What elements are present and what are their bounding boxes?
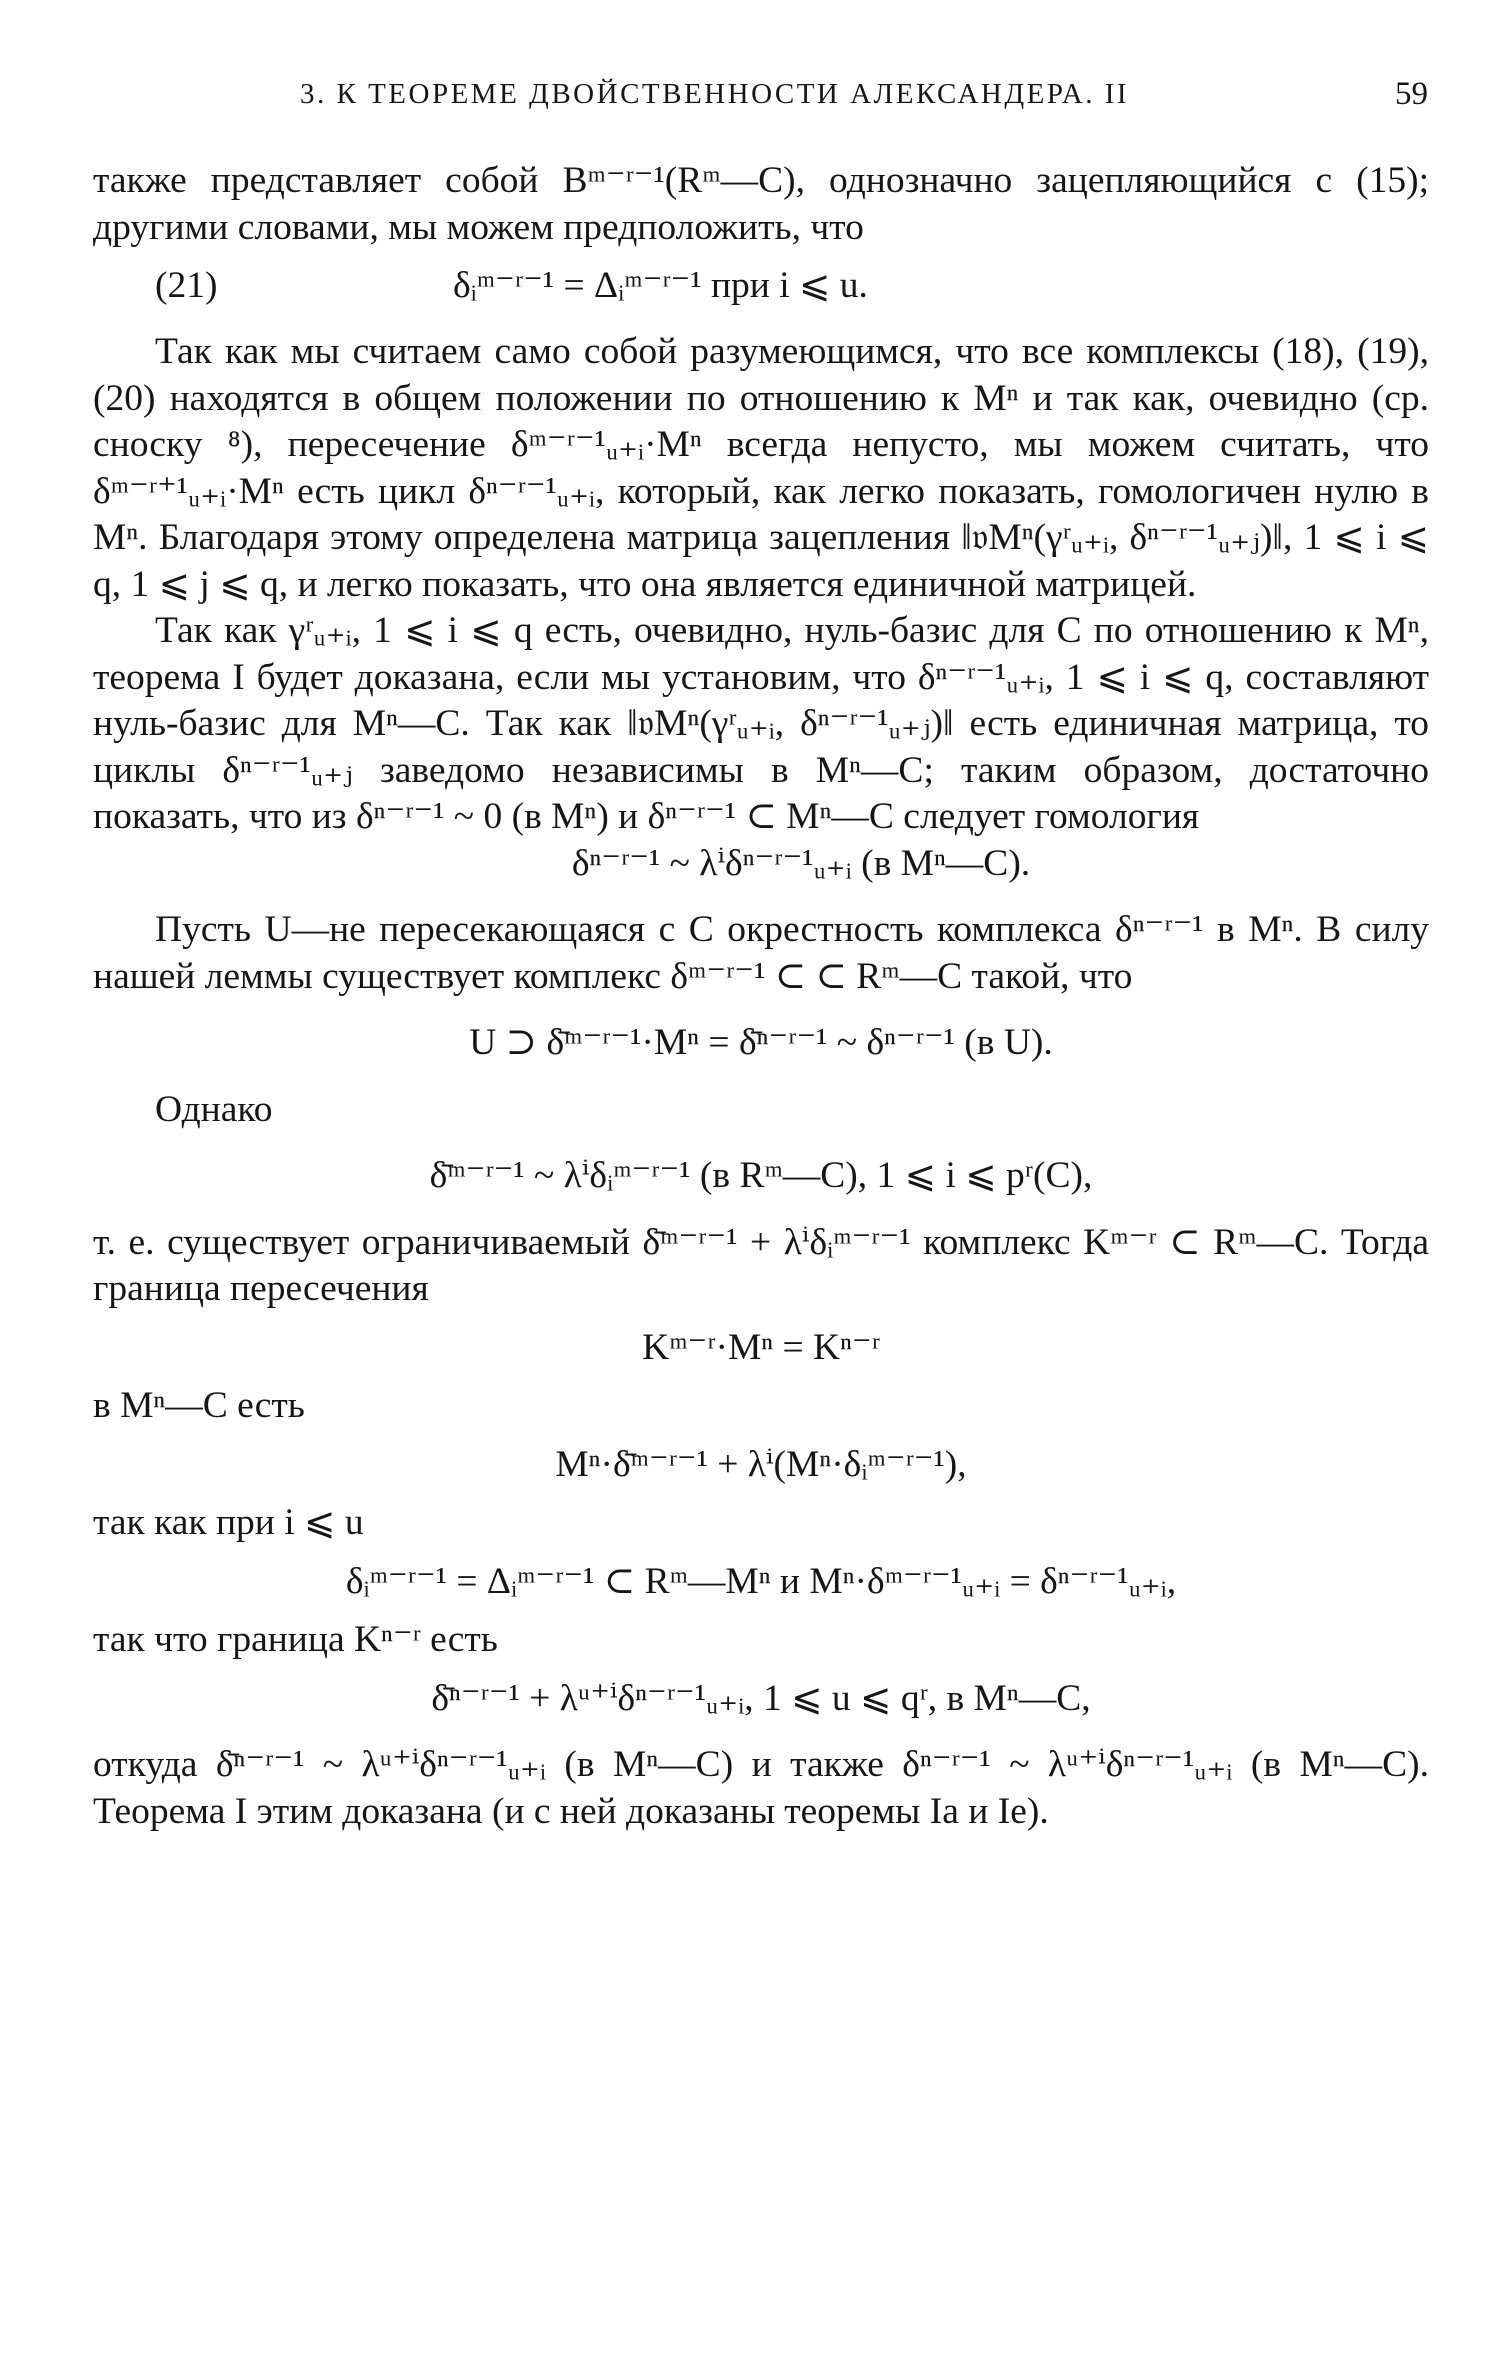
- paragraph-9: так что граница Kⁿ⁻ʳ есть: [93, 1619, 498, 1660]
- equation-21-label: (21): [155, 265, 218, 306]
- equation-intersection: Kᵐ⁻ʳ·Mⁿ = Kⁿ⁻ʳ: [642, 1326, 880, 1368]
- running-title: 3. К ТЕОРЕМЕ ДВОЙСТВЕННОСТИ АЛЕКСАНДЕРА. II: [300, 78, 1130, 110]
- paragraph-2: Так как мы считаем само собой разумеющимся, что все комплексы (18), (19), (20) находятся в общем положении по отношению к Mⁿ и так как, очевидно (ср. сноску ⁸), пересечение δᵐ⁻ʳ⁻¹ᵤ₊ᵢ·Mⁿ всегда непусто, мы можем считать, что δᵐ⁻ʳ⁺¹ᵤ₊ᵢ·Mⁿ есть цикл δⁿ⁻ʳ⁻¹ᵤ₊ᵢ, который, как легко показать, гомологичен нулю в Mⁿ. Благодаря этому определена матрица зацепления ‖𝔳Mⁿ(γʳᵤ₊ᵢ, δⁿ⁻ʳ⁻¹ᵤ₊ⱼ)‖, 1 ⩽ i ⩽ q, 1 ⩽ j ⩽ q, и легко показать, что она является единичной матрицей.: [93, 331, 1429, 605]
- paragraph-4: Пусть U—не пересекающаяся с C окрестность комплекса δⁿ⁻ʳ⁻¹ в Mⁿ. В силу нашей леммы существует комплекс δᵐ⁻ʳ⁻¹ ⊂ ⊂ Rᵐ—C такой, что: [93, 909, 1429, 997]
- paragraph-10: откуда δ̄ⁿ⁻ʳ⁻¹ ~ λᵘ⁺ⁱδⁿ⁻ʳ⁻¹ᵤ₊ᵢ (в Mⁿ—C) и также δⁿ⁻ʳ⁻¹ ~ λᵘ⁺ⁱδⁿ⁻ʳ⁻¹ᵤ₊ᵢ (в Mⁿ—C). Теорема I этим доказана (и с ней доказаны теоремы Ia и Ie).: [93, 1744, 1429, 1832]
- page-number: 59: [1395, 76, 1428, 112]
- page-body: [93, 158, 1429, 1835]
- equation-boundary-kn: δ̄ⁿ⁻ʳ⁻¹ + λᵘ⁺ⁱδⁿ⁻ʳ⁻¹ᵤ₊ᵢ, 1 ⩽ u ⩽ qʳ, в Mⁿ—C,: [431, 1677, 1091, 1719]
- equation-neighborhood: U ⊃ δ̄ᵐ⁻ʳ⁻¹·Mⁿ = δ̄ⁿ⁻ʳ⁻¹ ~ δⁿ⁻ʳ⁻¹ (в U).: [469, 1022, 1053, 1063]
- paragraph-7: в Mⁿ—C есть: [93, 1385, 305, 1426]
- equation-21: [93, 263, 1429, 309]
- equation-however: δ̄ᵐ⁻ʳ⁻¹ ~ λⁱδᵢᵐ⁻ʳ⁻¹ (в Rᵐ—C), 1 ⩽ i ⩽ pʳ(C),: [429, 1155, 1093, 1196]
- paragraph-5: Однако: [155, 1088, 273, 1130]
- paragraph-3: Так как γʳᵤ₊ᵢ, 1 ⩽ i ⩽ q есть, очевидно, нуль-базис для C по отношению к Mⁿ, теорема I будет доказана, если мы установим, что δⁿ⁻ʳ⁻¹ᵤ₊ᵢ, 1 ⩽ i ⩽ q, составляют нуль-базис для Mⁿ—C. Так как ‖𝔳Mⁿ(γʳᵤ₊ᵢ, δⁿ⁻ʳ⁻¹ᵤ₊ⱼ)‖ есть единичная матрица, то циклы δⁿ⁻ʳ⁻¹ᵤ₊ⱼ заведомо независимы в Mⁿ—C; таким образом, достаточно показать, что из δⁿ⁻ʳ⁻¹ ~ 0 (в Mⁿ) и δⁿ⁻ʳ⁻¹ ⊂ Mⁿ—C следует гомология: [93, 610, 1429, 837]
- paragraph-6: т. е. существует ограничиваемый δ̄ᵐ⁻ʳ⁻¹ + λⁱδᵢᵐ⁻ʳ⁻¹ комплекс Kᵐ⁻ʳ ⊂ Rᵐ—C. Тогда граница пересечения: [93, 1221, 1429, 1309]
- equation-boundary: Mⁿ·δ̄ᵐ⁻ʳ⁻¹ + λⁱ(Mⁿ·δᵢᵐ⁻ʳ⁻¹),: [555, 1443, 967, 1485]
- paragraph-8: так как при i ⩽ u: [93, 1502, 364, 1543]
- paragraph-1: также представляет собой Bᵐ⁻ʳ⁻¹(Rᵐ—C), однозначно зацепляющийся с (15); другими словами, мы можем предположить, что: [93, 160, 1429, 248]
- equation-21-body: δᵢᵐ⁻ʳ⁻¹ = Δᵢᵐ⁻ʳ⁻¹ при i ⩽ u.: [453, 265, 868, 306]
- equation-cycles: δᵢᵐ⁻ʳ⁻¹ = Δᵢᵐ⁻ʳ⁻¹ ⊂ Rᵐ—Mⁿ и Mⁿ·δᵐ⁻ʳ⁻¹ᵤ₊ᵢ = δⁿ⁻ʳ⁻¹ᵤ₊ᵢ,: [345, 1560, 1177, 1602]
- equation-homology: δⁿ⁻ʳ⁻¹ ~ λⁱδⁿ⁻ʳ⁻¹ᵤ₊ᵢ (в Mⁿ—C).: [571, 842, 1031, 884]
